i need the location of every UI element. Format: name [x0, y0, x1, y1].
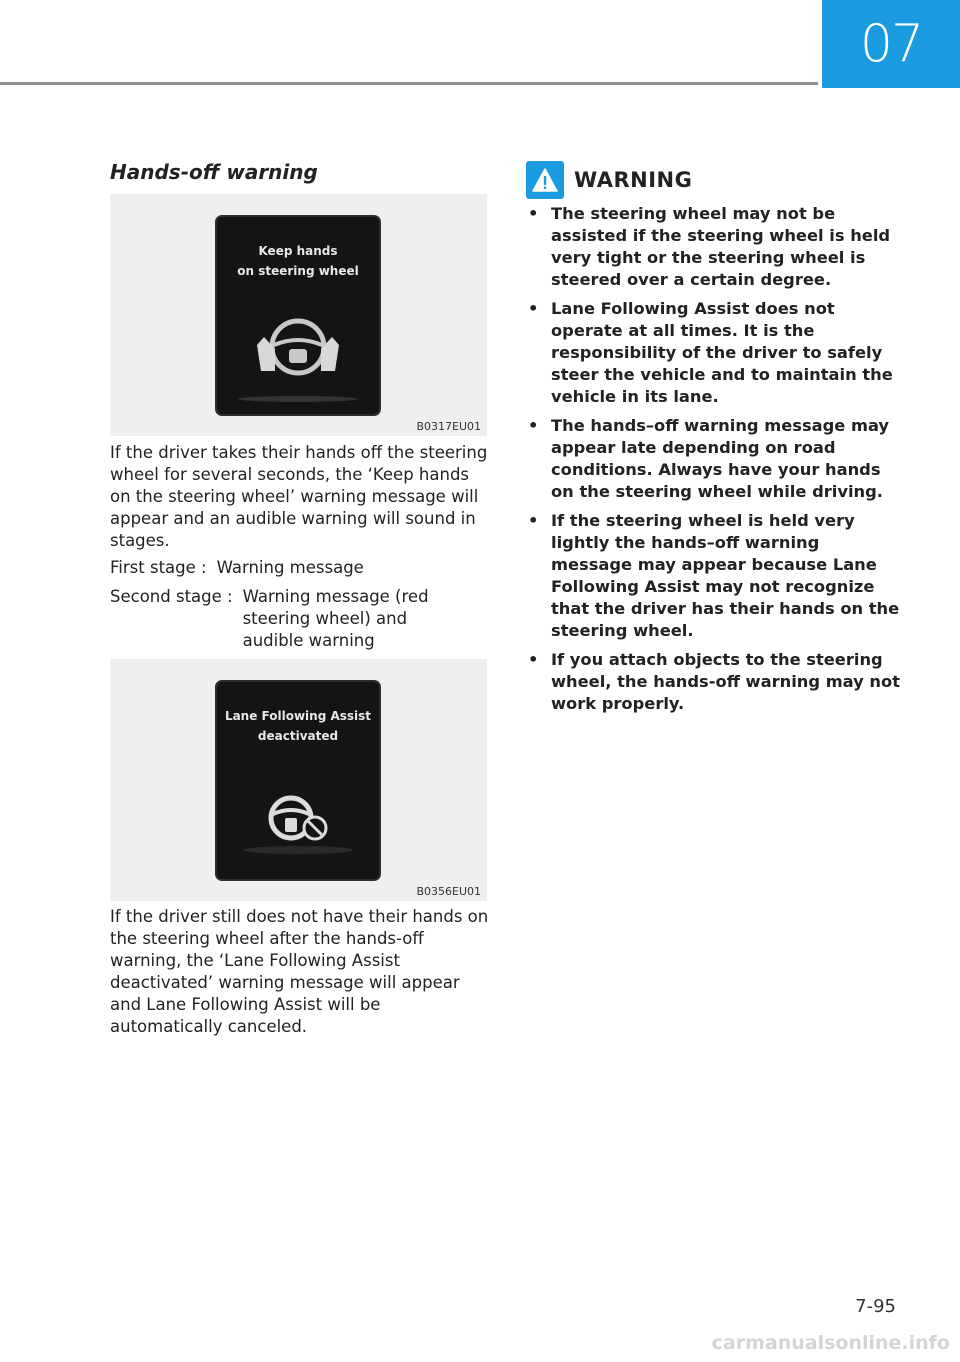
deactivation-description: If the driver still does not have their hands on the steering wheel after the hands-off warning, the ‘Lane Following Assist deactivated’ warning message will appear and Lane Following Assist will be automatically canceled.: [110, 907, 489, 1036]
warning-item: [526, 649, 906, 715]
page-number: 7-95: [855, 1296, 896, 1317]
cluster-screen: [215, 215, 381, 416]
screen-message-line1: Keep hands: [258, 244, 338, 258]
screen-message-line1: Lane Following Assist: [224, 709, 372, 723]
stage-value: Warning message (red steering wheel) and audible warning: [242, 587, 429, 650]
warning-item: [526, 415, 906, 503]
hands-on-wheel-icon: [217, 315, 379, 405]
chapter-tab: 07: [822, 0, 960, 88]
stage-label: First stage :: [110, 558, 207, 577]
warning-item-text: Lane Following Assist does not operate at all times. It is the responsibility of the driver to safely steer the vehicle and to maintain the vehicle in its lane.: [551, 299, 893, 406]
warning-triangle-icon: [526, 161, 564, 199]
warning-list: [526, 203, 906, 722]
screen-message-line2: on steering wheel: [237, 264, 359, 278]
section-title: Hands-off warning: [110, 160, 318, 184]
bullet: •: [528, 511, 539, 530]
steering-wheel-disabled-icon: [217, 780, 379, 870]
warning-item: [526, 510, 906, 642]
bullet: •: [528, 204, 539, 223]
bullet: •: [528, 416, 539, 435]
hands-off-description: If the driver takes their hands off the steering wheel for several seconds, the ‘Keep hands on the steering wheel’ warning message will appear and an audible warning will sound in stages.: [110, 443, 488, 550]
warning-item: [526, 298, 906, 408]
warning-item: [526, 203, 906, 291]
warning-item-text: If you attach objects to the steering wheel, the hands-off warning may not work properly.: [551, 650, 900, 713]
bullet: •: [528, 299, 539, 318]
figure-code: B0356EU01: [416, 885, 481, 898]
screen-message-line2: deactivated: [257, 729, 339, 743]
stage-value: Warning message: [216, 558, 364, 577]
watermark: carmanualsonline.info: [711, 1332, 950, 1354]
header-rule: [0, 82, 818, 85]
figure-code: B0317EU01: [416, 420, 481, 433]
warning-item-text: The hands–off warning message may appear late depending on road conditions. Always have your hands on the steering wheel while driving.: [551, 416, 890, 501]
figure-lfa-deactivated: [110, 659, 487, 901]
warning-item-text: If the steering wheel is held very lightly the hands–off warning message may appear because Lane Following Assist may not recognize that the driver has their hands on the steering wheel.: [551, 511, 900, 640]
screen-message: [217, 241, 379, 281]
warning-title: WARNING: [574, 168, 693, 192]
stage-label: Second stage :: [110, 587, 233, 606]
figure-keep-hands: [110, 194, 487, 436]
bullet: •: [528, 650, 539, 669]
stage-row-first: [110, 557, 364, 579]
warning-item-text: The steering wheel may not be assisted if the steering wheel is held very tight or the steering wheel is steered over a certain degree.: [551, 204, 891, 289]
cluster-screen: [215, 680, 381, 881]
screen-message: [217, 706, 379, 746]
warning-header: [526, 160, 692, 200]
stage-row-second: [110, 586, 458, 652]
